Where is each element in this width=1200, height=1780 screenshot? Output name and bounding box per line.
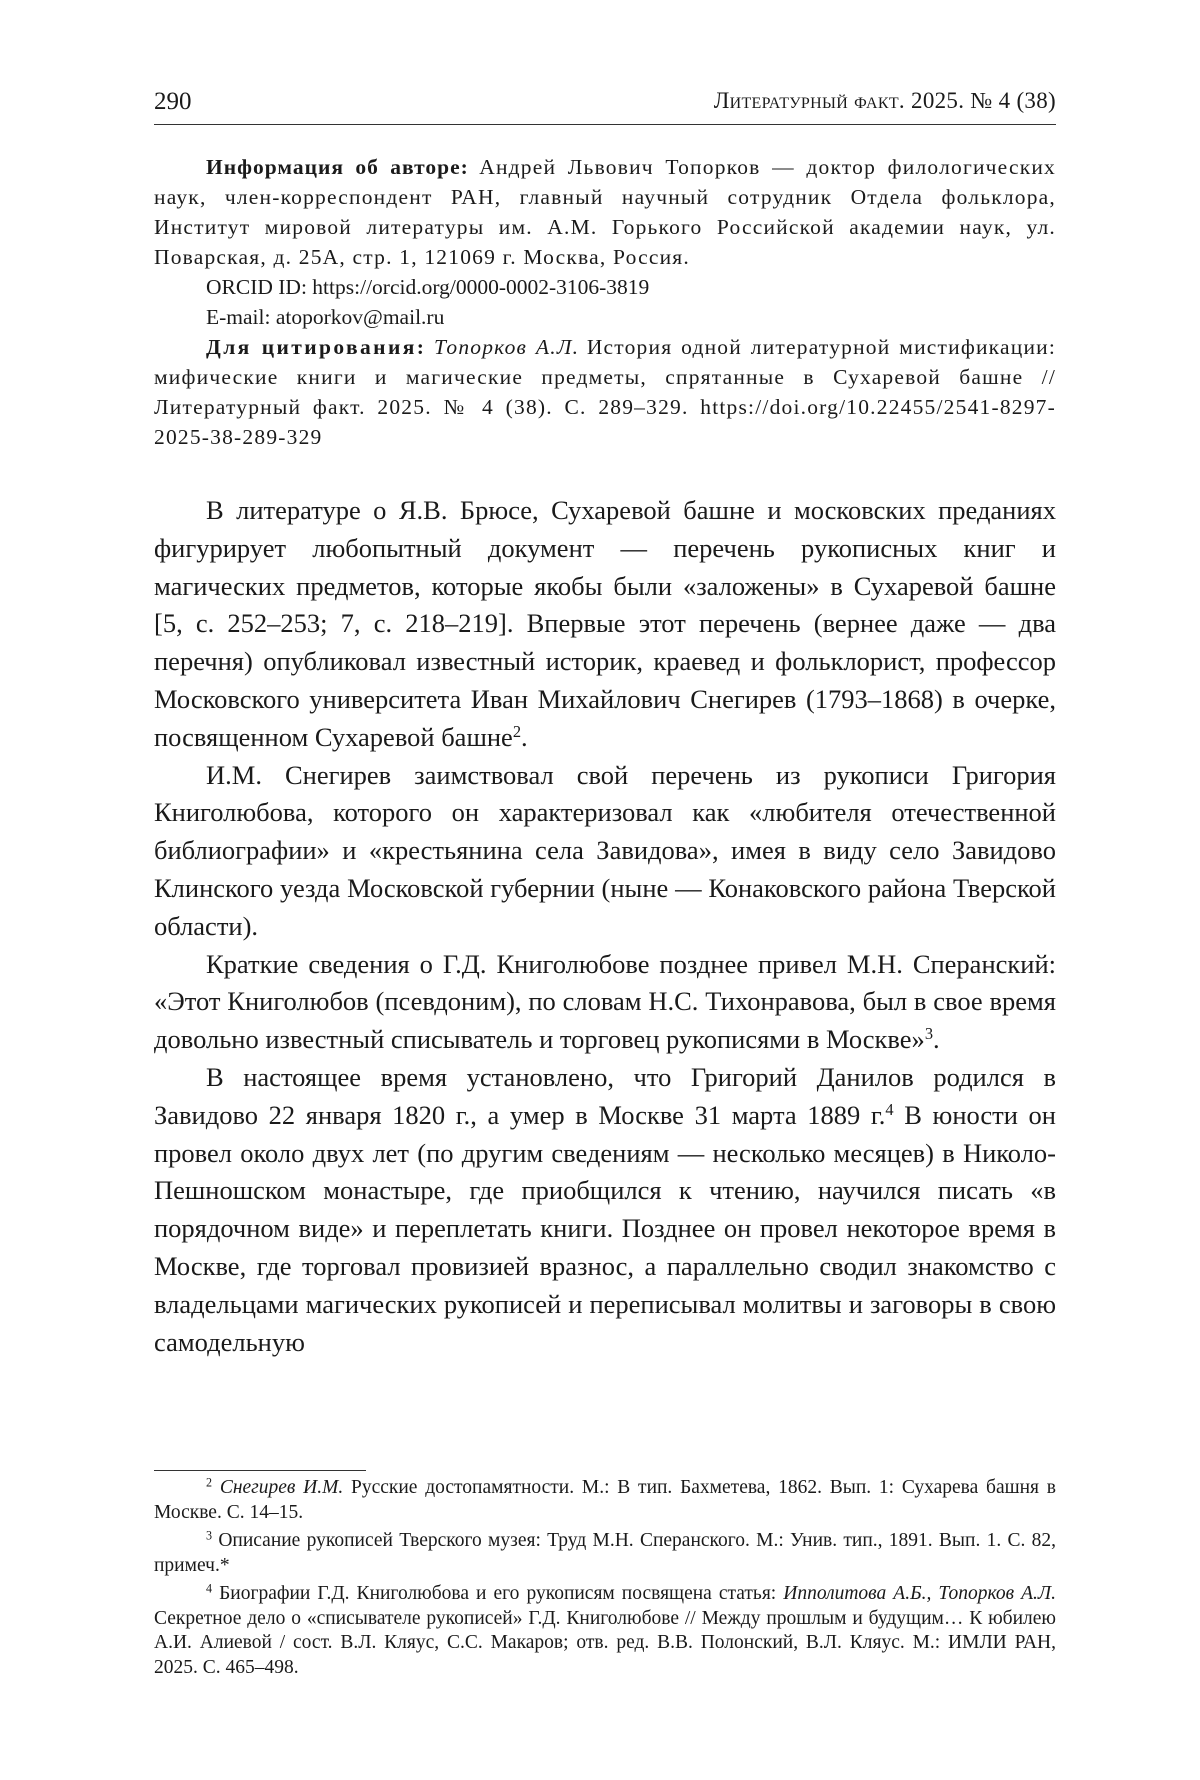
footnote-3: $^3$ Описание рукописей Тверского музея: Труд М.Н. Сперанского. М.: Унив. тип., 1891. Вып. 1. С. 82, примеч.* — [154, 1528, 1056, 1576]
footnote-4: $^4$ Биографии Г.Д. Книголюбова и его рукописям посвящена статья: Ипполитова А.Б., Топорков А.Л. Секретное дело о «списывателе рукописей» Г.Д. Книголюбове // Между прошлым и будущим… К юбилею А.И. Алиевой / сост. В.Л. Кляус, С.С. Макаров; отв. ред. В.В. Полонский, В.Л. Кляус. М.: ИМЛИ РАН, 2025. С. 465–498. — [154, 1581, 1056, 1678]
citation — [154, 332, 1056, 452]
author-info — [154, 152, 1056, 272]
footnote-divider — [154, 1470, 366, 1471]
running-header — [154, 88, 1056, 125]
journal-title: Литературный факт. 2025. № 4 (38) — [713, 88, 1056, 113]
footnote-2: $^2$ Снегирев И.М. Русские достопамятности. М.: В тип. Бахметева, 1862. Вып. 1: Сухарева башня в Москве. С. 14–15. — [154, 1475, 1056, 1523]
footnote-ref-3[interactable]: 3 — [924, 1024, 934, 1044]
email-line: E-mail: atoporkov@mail.ru — [206, 305, 445, 329]
page-number: 290 — [154, 88, 192, 115]
citation-text: История одной литературной мистификации: мифические книги и магические предметы, спрятанные в Сухаревой башне // Литературный факт. 2025. № 4 (38). С. 289–329. https://doi.org/10.22455/2541-8297-2025-38-289-329 — [154, 335, 1057, 449]
paragraph-2: И.М. Снегирев заимствовал свой перечень из рукописи Григория Книголюбова, которого он характеризовал как «любителя отечественной библиографии» и «крестьянина села Завидова», имея в виду село Завидово Клинского уезда Московской губернии (ныне — Конаковского района Тверской области). — [154, 759, 1056, 941]
paragraph-3: Краткие сведения о Г.Д. Книголюбове позднее привел М.Н. Сперанский: «Этот Книголюбов (псевдоним), по словам Н.С. Тихонравова, был в свое время довольно известный списыватель и торговец рукописями в Москве»$^3$. — [154, 948, 1056, 1055]
author-info-text: Андрей Львович Топорков — доктор филологических наук, член-корреспондент РАН, главный научный сотрудник Отдела фольклора, Институт мировой литературы им. А.М. Горького Российской академии наук, ул. Поварская, д. 25А, стр. 1, 121069 г. Москва, Россия. — [154, 155, 1057, 269]
citation-label: Для цитирования: — [206, 335, 427, 359]
citation-author: Топорков А.Л. — [433, 335, 580, 359]
article-body — [154, 492, 1056, 1361]
author-info-label: Информация об авторе: — [206, 155, 469, 179]
footnotes — [154, 1476, 1056, 1684]
paragraph-4: В настоящее время установлено, что Григорий Данилов родился в Завидово 22 января 1820 г., а умер в Москве 31 марта 1889 г.$^4$ В юности он провел около двух лет (по другим сведениям — несколько месяцев) в Николо-Пешношском монастыре, где приобщился к чтению, научился писать «в порядочном виде» и переплетать книги. Позднее он провел некоторое время в Москве, где торговал провизией вразнос, а параллельно сводил знакомство с владельцами магических рукописей и переписывал молитвы и заговоры в свою самодельную — [154, 1061, 1056, 1357]
footnote-ref-2[interactable]: 2 — [512, 721, 522, 741]
orcid-line: ORCID ID: https://orcid.org/0000-0002-3106-3819 — [206, 275, 650, 299]
footnote-ref-4[interactable]: 4 — [885, 1099, 894, 1119]
author-info-block — [154, 152, 1056, 452]
paragraph-1: В литературе о Я.В. Брюсе, Сухаревой башне и московских преданиях фигурирует любопытный документ — перечень рукописных книг и магических предметов, которые якобы были «заложены» в Сухаревой башне [5, с. 252–253; 7, с. 218–219]. Впервые этот перечень (вернее даже — два перечня) опубликовал известный историк, краевед и фольклорист, профессор Московского университета Иван Михайлович Снегирев (1793–1868) в очерке, посвященном Сухаревой башне$^2$. — [154, 495, 1056, 752]
